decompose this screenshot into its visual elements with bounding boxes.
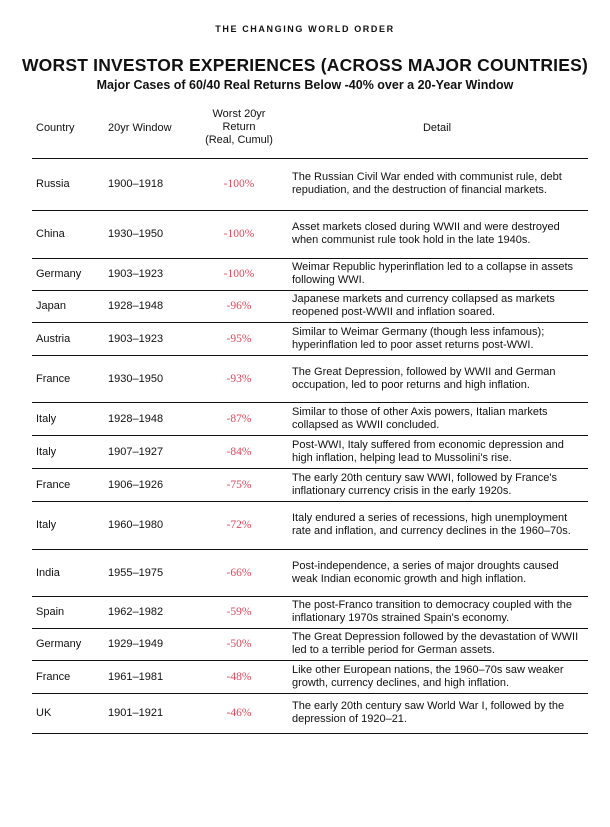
table-row <box>32 693 588 733</box>
cell-country: Japan <box>32 290 100 322</box>
cell-window: 1928–1948 <box>100 290 192 322</box>
column-header-return-line3: (Real, Cumul) <box>205 134 273 147</box>
running-head: THE CHANGING WORLD ORDER <box>215 24 395 34</box>
table-row <box>32 660 588 693</box>
cell-window: 1955–1975 <box>100 549 192 596</box>
table-header-row <box>32 98 588 158</box>
table-row <box>32 322 588 355</box>
table-row <box>32 258 588 290</box>
cell-country: Spain <box>32 596 100 628</box>
table-row <box>32 628 588 660</box>
table-row <box>32 210 588 258</box>
table-row <box>32 355 588 402</box>
cell-country: Italy <box>32 501 100 549</box>
page-title: WORST INVESTOR EXPERIENCES (ACROSS MAJOR COUNTRIES) <box>21 55 589 75</box>
cell-detail: Post-WWI, Italy suffered from economic depression and high inflation, helping lead to Mussolini's rise. <box>286 435 588 468</box>
column-header-return-line2: Return <box>222 121 256 134</box>
cell-country: Austria <box>32 322 100 355</box>
table-row <box>32 158 588 210</box>
cell-country: India <box>32 549 100 596</box>
cell-return: -59% <box>192 596 286 628</box>
cell-return: -72% <box>192 501 286 549</box>
cell-window: 1903–1923 <box>100 322 192 355</box>
cell-country: Germany <box>32 628 100 660</box>
cell-country: UK <box>32 693 100 733</box>
column-header-window: 20yr Window <box>100 98 192 158</box>
table-row <box>32 402 588 435</box>
cell-detail: Like other European nations, the 1960–70s saw weaker growth, currency declines, and high inflation. <box>286 660 588 693</box>
cell-return: -100% <box>192 210 286 258</box>
cell-country: France <box>32 468 100 501</box>
cell-detail: Asset markets closed during WWII and were destroyed when communist rule took hold in the late 1940s. <box>286 210 588 258</box>
column-header-country: Country <box>32 98 100 158</box>
cell-detail: Weimar Republic hyperinflation led to a collapse in assets following WWI. <box>286 258 588 290</box>
cell-window: 1903–1923 <box>100 258 192 290</box>
cell-window: 1928–1948 <box>100 402 192 435</box>
table-row <box>32 468 588 501</box>
returns-table <box>32 98 588 734</box>
cell-detail: Similar to those of other Axis powers, Italian markets collapsed as WWII concluded. <box>286 402 588 435</box>
cell-return: -96% <box>192 290 286 322</box>
cell-detail: Post-independence, a series of major droughts caused weak Indian economic growth and high inflation. <box>286 549 588 596</box>
cell-detail: The Great Depression, followed by WWII and German occupation, led to poor returns and high inflation. <box>286 355 588 402</box>
cell-return: -48% <box>192 660 286 693</box>
column-header-detail: Detail <box>286 98 588 158</box>
returns-table-wrapper <box>32 98 588 734</box>
cell-country: Italy <box>32 435 100 468</box>
cell-detail: Japanese markets and currency collapsed as markets reopened post-WWII and inflation soared. <box>286 290 588 322</box>
cell-return: -93% <box>192 355 286 402</box>
table-row <box>32 435 588 468</box>
cell-return: -95% <box>192 322 286 355</box>
cell-country: France <box>32 355 100 402</box>
cell-return: -66% <box>192 549 286 596</box>
cell-country: Germany <box>32 258 100 290</box>
cell-country: China <box>32 210 100 258</box>
cell-window: 1962–1982 <box>100 596 192 628</box>
cell-window: 1930–1950 <box>100 355 192 402</box>
table-row <box>32 596 588 628</box>
cell-country: Russia <box>32 158 100 210</box>
cell-detail: The post-Franco transition to democracy coupled with the inflationary 1970s strained Spain's economy. <box>286 596 588 628</box>
cell-detail: Similar to Weimar Germany (though less infamous); hyperinflation led to poor asset returns post-WWI. <box>286 322 588 355</box>
cell-return: -100% <box>192 158 286 210</box>
cell-return: -87% <box>192 402 286 435</box>
cell-detail: The Great Depression followed by the devastation of WWII led to a terrible period for German assets. <box>286 628 588 660</box>
cell-return: -84% <box>192 435 286 468</box>
cell-return: -75% <box>192 468 286 501</box>
cell-window: 1929–1949 <box>100 628 192 660</box>
cell-return: -46% <box>192 693 286 733</box>
cell-window: 1907–1927 <box>100 435 192 468</box>
cell-detail: Italy endured a series of recessions, high unemployment rate and inflation, and currency declines in the 1960–70s. <box>286 501 588 549</box>
table-body <box>32 158 588 733</box>
cell-window: 1930–1950 <box>100 210 192 258</box>
column-header-return <box>192 98 286 158</box>
cell-detail: The early 20th century saw WWI, followed by France's inflationary currency crisis in the early 1920s. <box>286 468 588 501</box>
cell-window: 1900–1918 <box>100 158 192 210</box>
cell-window: 1960–1980 <box>100 501 192 549</box>
cell-window: 1906–1926 <box>100 468 192 501</box>
column-header-return-line1: Worst 20yr <box>212 108 266 121</box>
cell-detail: The early 20th century saw World War I, followed by the depression of 1920–21. <box>286 693 588 733</box>
cell-return: -50% <box>192 628 286 660</box>
cell-return: -100% <box>192 258 286 290</box>
cell-country: France <box>32 660 100 693</box>
cell-window: 1961–1981 <box>100 660 192 693</box>
cell-detail: The Russian Civil War ended with communist rule, debt repudiation, and the destruction of financial markets. <box>286 158 588 210</box>
table-row <box>32 501 588 549</box>
cell-country: Italy <box>32 402 100 435</box>
table-row <box>32 549 588 596</box>
table-row <box>32 290 588 322</box>
page-subtitle: Major Cases of 60/40 Real Returns Below -40% over a 20-Year Window <box>96 78 514 92</box>
cell-window: 1901–1921 <box>100 693 192 733</box>
